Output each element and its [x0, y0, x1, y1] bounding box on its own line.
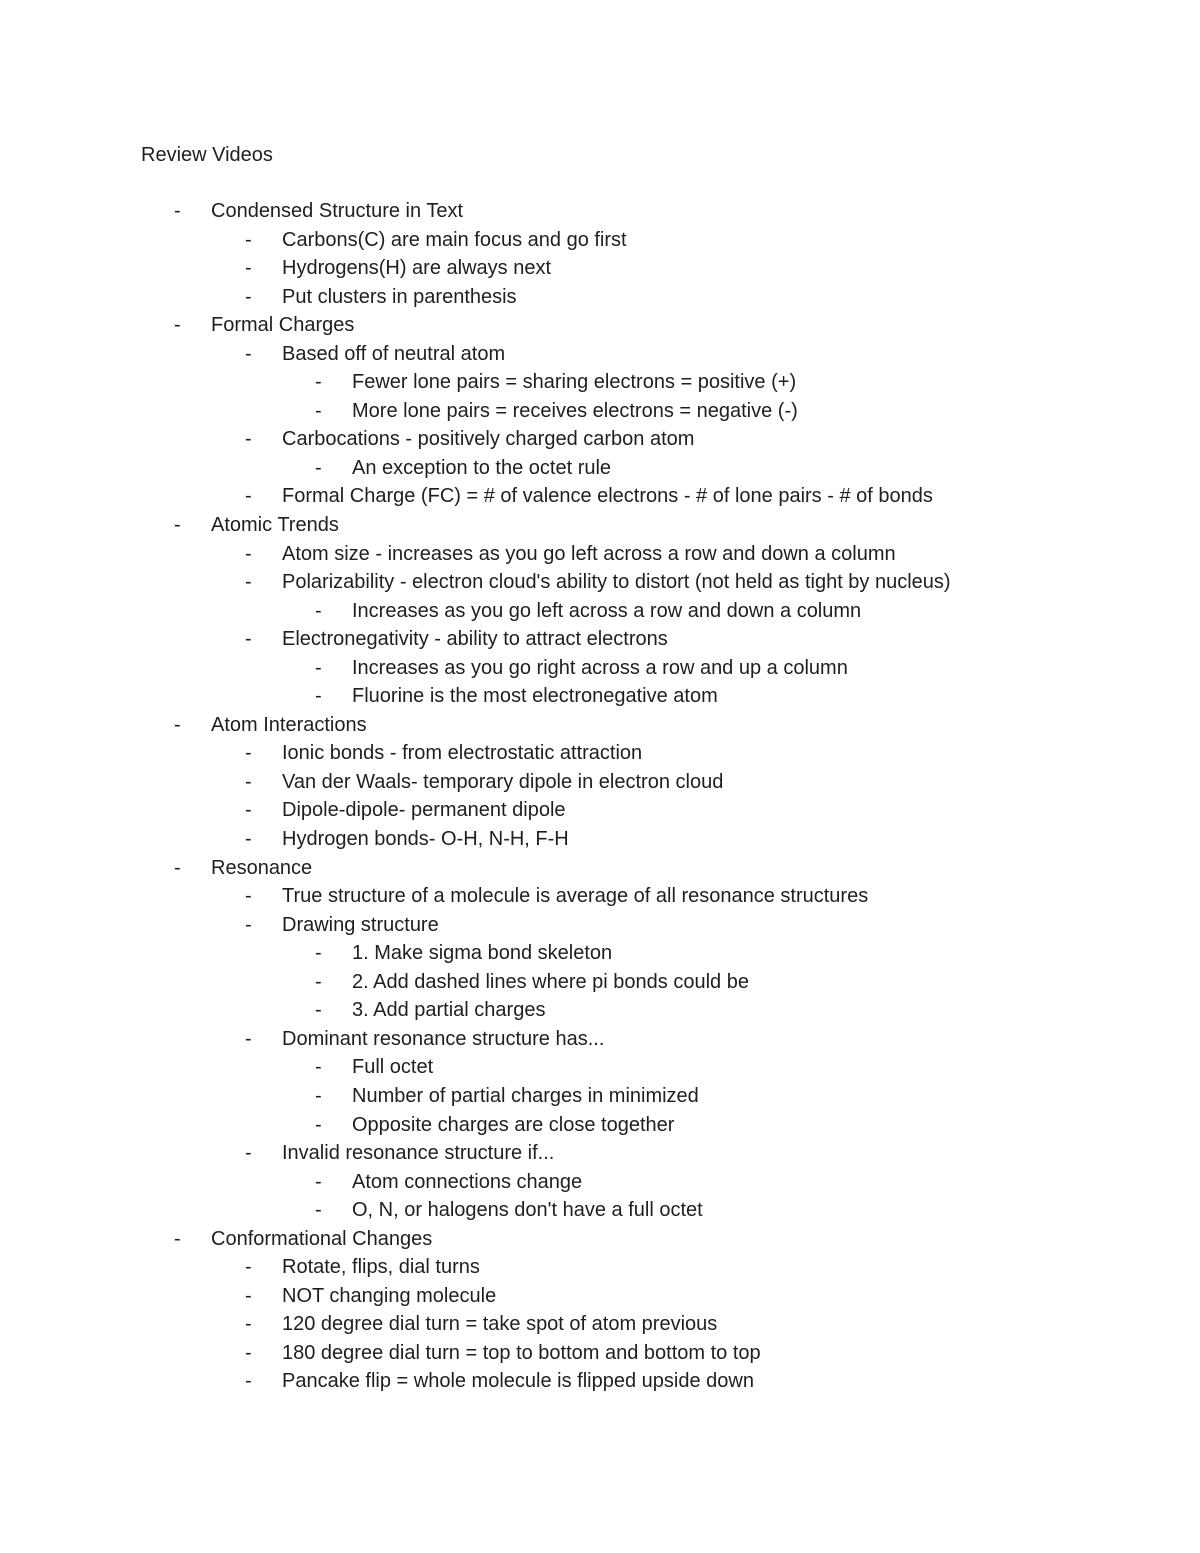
bullet-dash: -	[245, 1370, 252, 1393]
bullet-dash: -	[245, 485, 252, 508]
outline-item-level-3	[0, 454, 1200, 483]
outline-item-text: O, N, or halogens don't have a full octet	[352, 1199, 703, 1222]
bullet-dash: -	[315, 656, 322, 679]
bullet-dash: -	[245, 571, 252, 594]
outline-item-level-2	[0, 1139, 1200, 1168]
bullet-dash: -	[315, 942, 322, 965]
outline-item-level-2	[0, 1310, 1200, 1339]
outline-item-text: Hydrogens(H) are always next	[282, 257, 551, 280]
bullet-dash: -	[245, 285, 252, 308]
outline-item-level-2	[0, 568, 1200, 597]
outline-item-level-1	[0, 311, 1200, 340]
bullet-dash: -	[174, 713, 181, 736]
outline-item-level-3	[0, 654, 1200, 683]
bullet-dash: -	[245, 1284, 252, 1307]
outline-item-text: Polarizability - electron cloud's ability to distort (not held as tight by nucleus)	[282, 571, 951, 594]
outline-item-text: Full octet	[352, 1056, 434, 1079]
outline-item-text: Dipole-dipole- permanent dipole	[282, 799, 566, 822]
outline-item-level-3	[0, 1111, 1200, 1140]
outline-item-level-3	[0, 1082, 1200, 1111]
outline-item-text: 180 degree dial turn = top to bottom and bottom to top	[282, 1341, 761, 1364]
outline-item-text: Van der Waals- temporary dipole in electron cloud	[282, 770, 724, 793]
bullet-dash: -	[245, 1256, 252, 1279]
bullet-dash: -	[245, 1313, 252, 1336]
outline-item-level-2	[0, 254, 1200, 283]
bullet-dash: -	[315, 1199, 322, 1222]
outline-item-text: Atomic Trends	[211, 514, 339, 537]
bullet-dash: -	[174, 200, 181, 222]
outline-item-text: 3. Add partial charges	[352, 999, 546, 1022]
bullet-dash: -	[245, 257, 252, 280]
outline-item-text: Number of partial charges in minimized	[352, 1084, 699, 1107]
outline-item-text: Opposite charges are close together	[352, 1113, 675, 1136]
outline-item-level-2	[0, 283, 1200, 312]
outline-item-text: Pancake flip = whole molecule is flipped upside down	[282, 1370, 754, 1393]
outline-item-level-2	[0, 425, 1200, 454]
outline-item-text: Based off of neutral atom	[282, 342, 506, 365]
bullet-dash: -	[174, 314, 181, 337]
outline-item-text: Formal Charges	[211, 314, 355, 337]
outline-item-level-1	[0, 711, 1200, 740]
outline-item-level-2	[0, 1339, 1200, 1368]
bullet-dash: -	[174, 1227, 181, 1250]
outline-item-level-1	[0, 197, 1200, 226]
bullet-dash: -	[315, 371, 322, 394]
outline-item-level-3	[0, 597, 1200, 626]
bullet-dash: -	[315, 399, 322, 422]
bullet-dash: -	[315, 456, 322, 479]
outline-item-level-2	[0, 1367, 1200, 1396]
bullet-dash: -	[245, 799, 252, 822]
outline-item-level-2	[0, 911, 1200, 940]
bullet-dash: -	[315, 1084, 322, 1107]
outline-item-text: Atom Interactions	[211, 713, 367, 736]
outline-item-level-3	[0, 1053, 1200, 1082]
outline-item-level-3	[0, 368, 1200, 397]
bullet-dash: -	[245, 628, 252, 651]
outline-item-text: More lone pairs = receives electrons = negative (-)	[352, 399, 798, 422]
outline-item-level-3	[0, 1168, 1200, 1197]
bullet-dash: -	[245, 828, 252, 851]
outline-item-level-3	[0, 397, 1200, 426]
outline-item-level-2	[0, 1025, 1200, 1054]
outline-item-level-1	[0, 854, 1200, 883]
outline-item-level-1	[0, 1225, 1200, 1254]
bullet-dash: -	[315, 1170, 322, 1193]
bullet-dash: -	[245, 542, 252, 565]
outline-item-level-3	[0, 968, 1200, 997]
bullet-dash: -	[245, 1027, 252, 1050]
outline-item-text: Formal Charge (FC) = # of valence electrons - # of lone pairs - # of bonds	[282, 485, 933, 508]
outline-item-text: Resonance	[211, 856, 313, 879]
outline-item-text: Invalid resonance structure if...	[282, 1142, 555, 1165]
outline-item-text: Dominant resonance structure has...	[282, 1027, 605, 1050]
bullet-dash: -	[245, 742, 252, 765]
outline-item-text: Rotate, flips, dial turns	[282, 1256, 480, 1279]
bullet-dash: -	[245, 428, 252, 451]
outline-item-level-2	[0, 796, 1200, 825]
outline-item-level-3	[0, 996, 1200, 1025]
outline-item-text: An exception to the octet rule	[352, 456, 612, 479]
outline-item-level-3	[0, 682, 1200, 711]
outline-item-text: Increases as you go left across a row and down a column	[352, 599, 862, 622]
outline-item-text: Hydrogen bonds- O-H, N-H, F-H	[282, 828, 569, 851]
outline-item-text: Ionic bonds - from electrostatic attraction	[282, 742, 643, 765]
outline-item-text: Put clusters in parenthesis	[282, 285, 517, 308]
bullet-dash: -	[315, 685, 322, 708]
outline-item-level-1	[0, 511, 1200, 540]
bullet-dash: -	[174, 514, 181, 537]
bullet-dash: -	[315, 1113, 322, 1136]
outline-item-text: Conformational Changes	[211, 1227, 433, 1250]
outline-item-text: 2. Add dashed lines where pi bonds could be	[352, 970, 749, 993]
bullet-dash: -	[245, 1341, 252, 1364]
outline-item-text: Carbons(C) are main focus and go first	[282, 228, 627, 251]
outline-item-level-3	[0, 1196, 1200, 1225]
outline-item-level-2	[0, 482, 1200, 511]
bullet-outline	[0, 197, 1200, 1396]
outline-item-text: Increases as you go right across a row and up a column	[352, 656, 848, 679]
bullet-dash: -	[245, 885, 252, 908]
outline-item-level-2	[0, 226, 1200, 255]
outline-item-level-2	[0, 540, 1200, 569]
outline-item-text: True structure of a molecule is average of all resonance structures	[282, 885, 869, 908]
outline-item-level-2	[0, 882, 1200, 911]
outline-item-level-3	[0, 939, 1200, 968]
outline-item-text: Fluorine is the most electronegative atom	[352, 685, 718, 708]
outline-item-text: Atom size - increases as you go left across a row and down a column	[282, 542, 896, 565]
outline-item-level-2	[0, 739, 1200, 768]
bullet-dash: -	[245, 228, 252, 251]
bullet-dash: -	[245, 342, 252, 365]
bullet-dash: -	[315, 999, 322, 1022]
bullet-dash: -	[245, 913, 252, 936]
outline-item-text: Condensed Structure in Text	[211, 200, 464, 222]
bullet-dash: -	[245, 770, 252, 793]
bullet-dash: -	[315, 970, 322, 993]
outline-item-text: Drawing structure	[282, 913, 439, 936]
bullet-dash: -	[315, 1056, 322, 1079]
outline-item-level-2	[0, 825, 1200, 854]
outline-item-text: Fewer lone pairs = sharing electrons = positive (+)	[352, 371, 797, 394]
bullet-dash: -	[174, 856, 181, 879]
bullet-dash: -	[315, 599, 322, 622]
outline-item-level-2	[0, 625, 1200, 654]
outline-item-text: NOT changing molecule	[282, 1284, 497, 1307]
document-title: Review Videos	[141, 144, 273, 166]
outline-item-level-2	[0, 340, 1200, 369]
outline-item-text: 120 degree dial turn = take spot of atom previous	[282, 1313, 718, 1336]
outline-item-level-2	[0, 1282, 1200, 1311]
outline-item-text: Electronegativity - ability to attract electrons	[282, 628, 668, 651]
outline-item-text: Atom connections change	[352, 1170, 583, 1193]
outline-item-text: 1. Make sigma bond skeleton	[352, 942, 613, 965]
outline-item-text: Carbocations - positively charged carbon atom	[282, 428, 695, 451]
outline-item-level-2	[0, 768, 1200, 797]
bullet-dash: -	[245, 1142, 252, 1165]
outline-item-level-2	[0, 1253, 1200, 1282]
